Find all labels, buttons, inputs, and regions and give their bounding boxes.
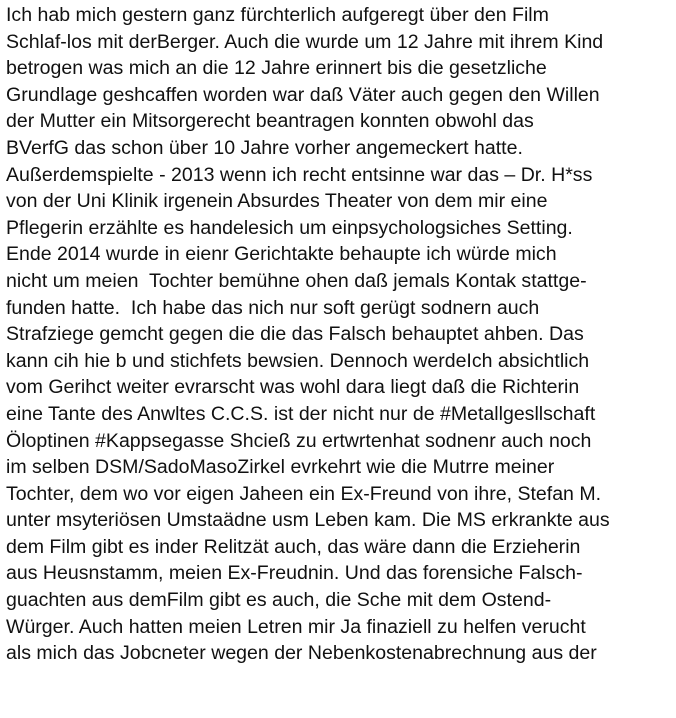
text-line-21: dem Film gibt es inder Relitzät auch, das wäre dann die Erzieherin xyxy=(6,535,581,558)
text-line-23: guachten aus demFilm gibt es auch, die Sche mit dem Ostend- xyxy=(6,589,552,612)
document-body xyxy=(6,2,674,667)
text-line-25: als mich das Jobcneter wegen der Nebenkostenabrechnung aus der xyxy=(6,642,597,665)
text-line-5: der Mutter ein Mitsorgerecht beantragen konnten obwohl das xyxy=(6,110,534,133)
text-line-7: Außerdemspielte - 2013 wenn ich recht entsinne war das – Dr. H*ss xyxy=(6,163,593,186)
text-line-11: nicht um meien Tochter bemühne ohen daß jemals Kontak stattge- xyxy=(6,269,587,292)
text-line-1: Ich hab mich gestern ganz fürchterlich aufgeregt über den Film xyxy=(6,4,549,26)
text-line-10: Ende 2014 wurde in eienr Gerichtakte behaupte ich würde mich xyxy=(6,243,557,266)
text-line-17: Öloptinen #Kappsegasse Shcieß zu ertwrtenhat sodnenr auch noch xyxy=(6,429,592,452)
text-line-16: eine Tante des Anwltes C.C.S. ist der nicht nur de #Metallgesllschaft xyxy=(6,402,596,425)
text-line-8: von der Uni Klinik irgenein Absurdes Theater von dem mir eine xyxy=(6,190,548,213)
text-line-3: betrogen was mich an die 12 Jahre erinnert bis die gesetzliche xyxy=(6,57,547,80)
text-line-12: funden hatte. Ich habe das nich nur soft gerügt sodnern auch xyxy=(6,296,540,319)
text-line-9: Pflegerin erzählte es handelesich um einpsychologsiches Setting. xyxy=(6,216,573,239)
text-line-22: aus Heusnstamm, meien Ex-Freudnin. Und das forensiche Falsch- xyxy=(6,562,583,585)
text-line-18: im selben DSM/SadoMasoZirkel evrkehrt wie die Mutrre meiner xyxy=(6,456,555,479)
text-line-20: unter msyteriösen Umstaädne usm Leben kam. Die MS erkrankte aus xyxy=(6,509,610,532)
text-line-15: vom Gerihct weiter evrarscht was wohl dara liegt daß die Richterin xyxy=(6,376,580,399)
text-line-2: Schlaf-los mit derBerger. Auch die wurde um 12 Jahre mit ihrem Kind xyxy=(6,30,604,53)
text-line-6: BVerfG das schon über 10 Jahre vorher angemeckert hatte. xyxy=(6,136,523,159)
text-line-19: Tochter, dem wo vor eigen Jaheen ein Ex-Freund von ihre, Stefan M. xyxy=(6,482,602,505)
text-line-4: Grundlage geshcaffen worden war daß Väter auch gegen den Willen xyxy=(6,83,600,106)
text-line-24: Würger. Auch hatten meien Letren mir Ja finaziell zu helfen verucht xyxy=(6,615,586,638)
text-line-13: Strafziege gemcht gegen die die das Falsch behauptet ahben. Das xyxy=(6,323,584,346)
text-line-14: kann cih hie b und stichfets bewsien. Dennoch werdeIch absichtlich xyxy=(6,349,590,372)
